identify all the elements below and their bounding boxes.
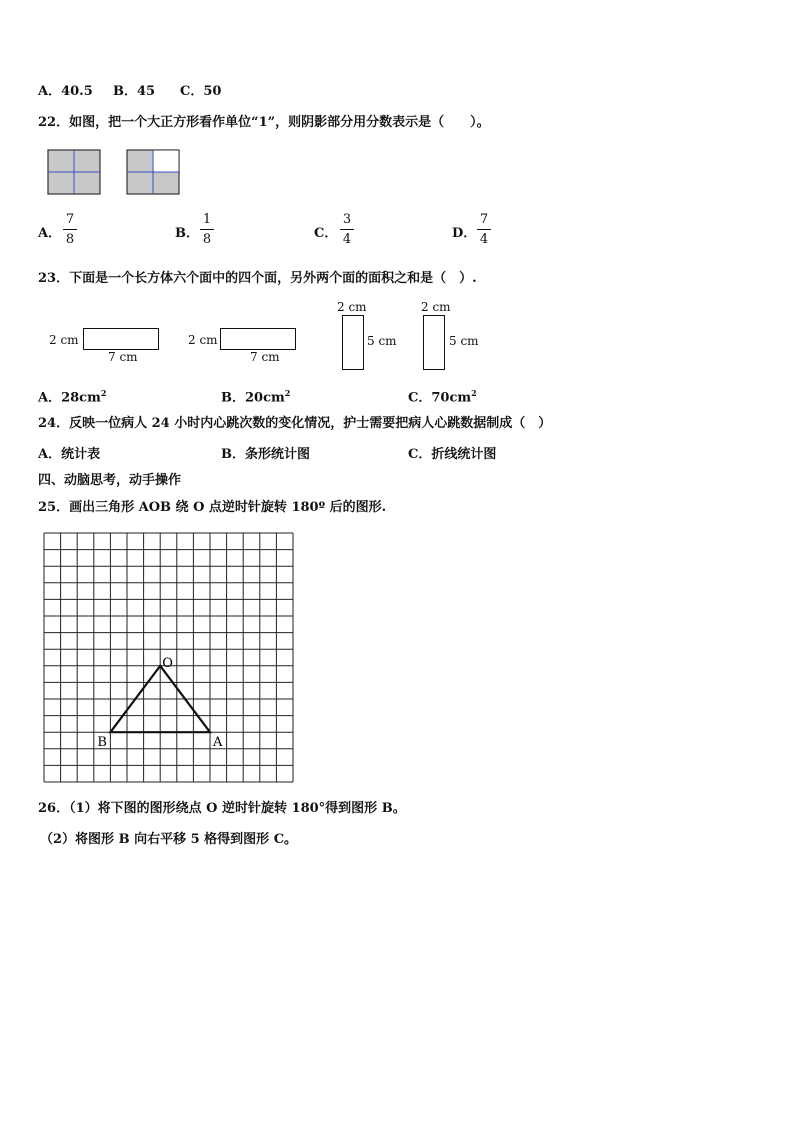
face-2-width-label: 7 cm [250, 350, 280, 364]
q23-option-c [408, 385, 477, 406]
q24-option-a: A．统计表 [38, 447, 101, 462]
q25-question: 25．画出三角形 AOB 绕 O 点逆时针旋转 180º 后的图形. [38, 500, 387, 515]
q23-option-a [38, 385, 106, 406]
fraction-numerator: 1 [202, 212, 212, 227]
fraction-numerator: 3 [342, 212, 352, 227]
q23-option-b-text: B．20cm [221, 390, 285, 406]
fraction-numerator: 7 [65, 212, 75, 227]
fraction-bar [63, 229, 77, 230]
q26-question-part-1: 26．（1）将下图的图形绕点 O 逆时针旋转 180°得到图形 B。 [38, 801, 406, 816]
q24-option-b: B．条形统计图 [221, 447, 310, 462]
q22-square-full [48, 150, 100, 194]
face-4-top-label: 2 cm [421, 300, 451, 314]
fraction-bar [340, 229, 354, 230]
q22-square-partial [127, 150, 179, 194]
point-b-label: B [97, 735, 107, 751]
fraction-denominator: 8 [202, 232, 212, 247]
fraction-denominator: 4 [342, 232, 352, 247]
squared-exponent: 2 [471, 388, 477, 398]
squared-exponent: 2 [284, 388, 291, 398]
q24-question: 24．反映一位病人 24 小时内心跳次数的变化情况，护士需要把病人心跳数据制成（ ） [38, 416, 552, 431]
face-2-height-label: 2 cm [188, 333, 218, 347]
q23-option-b [221, 385, 290, 406]
point-o-label: O [162, 655, 173, 671]
face-1-height-label: 2 cm [49, 333, 79, 347]
face-4-side-label: 5 cm [449, 334, 479, 348]
fraction-denominator: 8 [65, 232, 75, 247]
point-a-label: A [213, 735, 223, 751]
face-3-side-label: 5 cm [367, 334, 397, 348]
q23-option-a-text: A．28cm [38, 390, 101, 406]
section-heading: 四、动脑思考，动手操作 [38, 473, 182, 488]
fraction-bar [477, 229, 491, 230]
q21-option-c: C．50 [180, 84, 222, 99]
q26-question-part-2: （2）将图形 B 向右平移 5 格得到图形 C。 [40, 832, 298, 847]
q22-option-c-letter: C． [314, 226, 338, 241]
q22-question: 22．如图，把一个大正方形看作单位“1”，则阴影部分用分数表示是（ ）。 [38, 115, 490, 130]
face-2-rectangle [220, 328, 296, 350]
q25-grid-figure [40, 530, 300, 788]
q22-option-d-letter: D． [452, 226, 477, 241]
face-3-rectangle [342, 315, 364, 370]
fraction-numerator: 7 [479, 212, 489, 227]
q22-option-b-letter: B． [175, 226, 199, 241]
q23-option-c-text: C．70cm [408, 390, 472, 406]
fraction-denominator: 4 [479, 232, 489, 247]
face-1-rectangle [83, 328, 159, 350]
q23-question: 23．下面是一个长方体六个面中的四个面，另外两个面的面积之和是（ ）. [38, 271, 477, 286]
fraction-bar [200, 229, 214, 230]
q21-option-a: A．40.5 [38, 84, 93, 99]
face-3-top-label: 2 cm [337, 300, 367, 314]
q21-option-b: B．45 [113, 84, 156, 99]
q24-option-c: C．折线统计图 [408, 447, 497, 462]
q22-fraction-squares [46, 148, 186, 196]
q22-option-a-letter: A． [38, 226, 62, 241]
squared-exponent: 2 [100, 388, 107, 398]
face-1-width-label: 7 cm [108, 350, 138, 364]
face-4-rectangle [423, 315, 445, 370]
